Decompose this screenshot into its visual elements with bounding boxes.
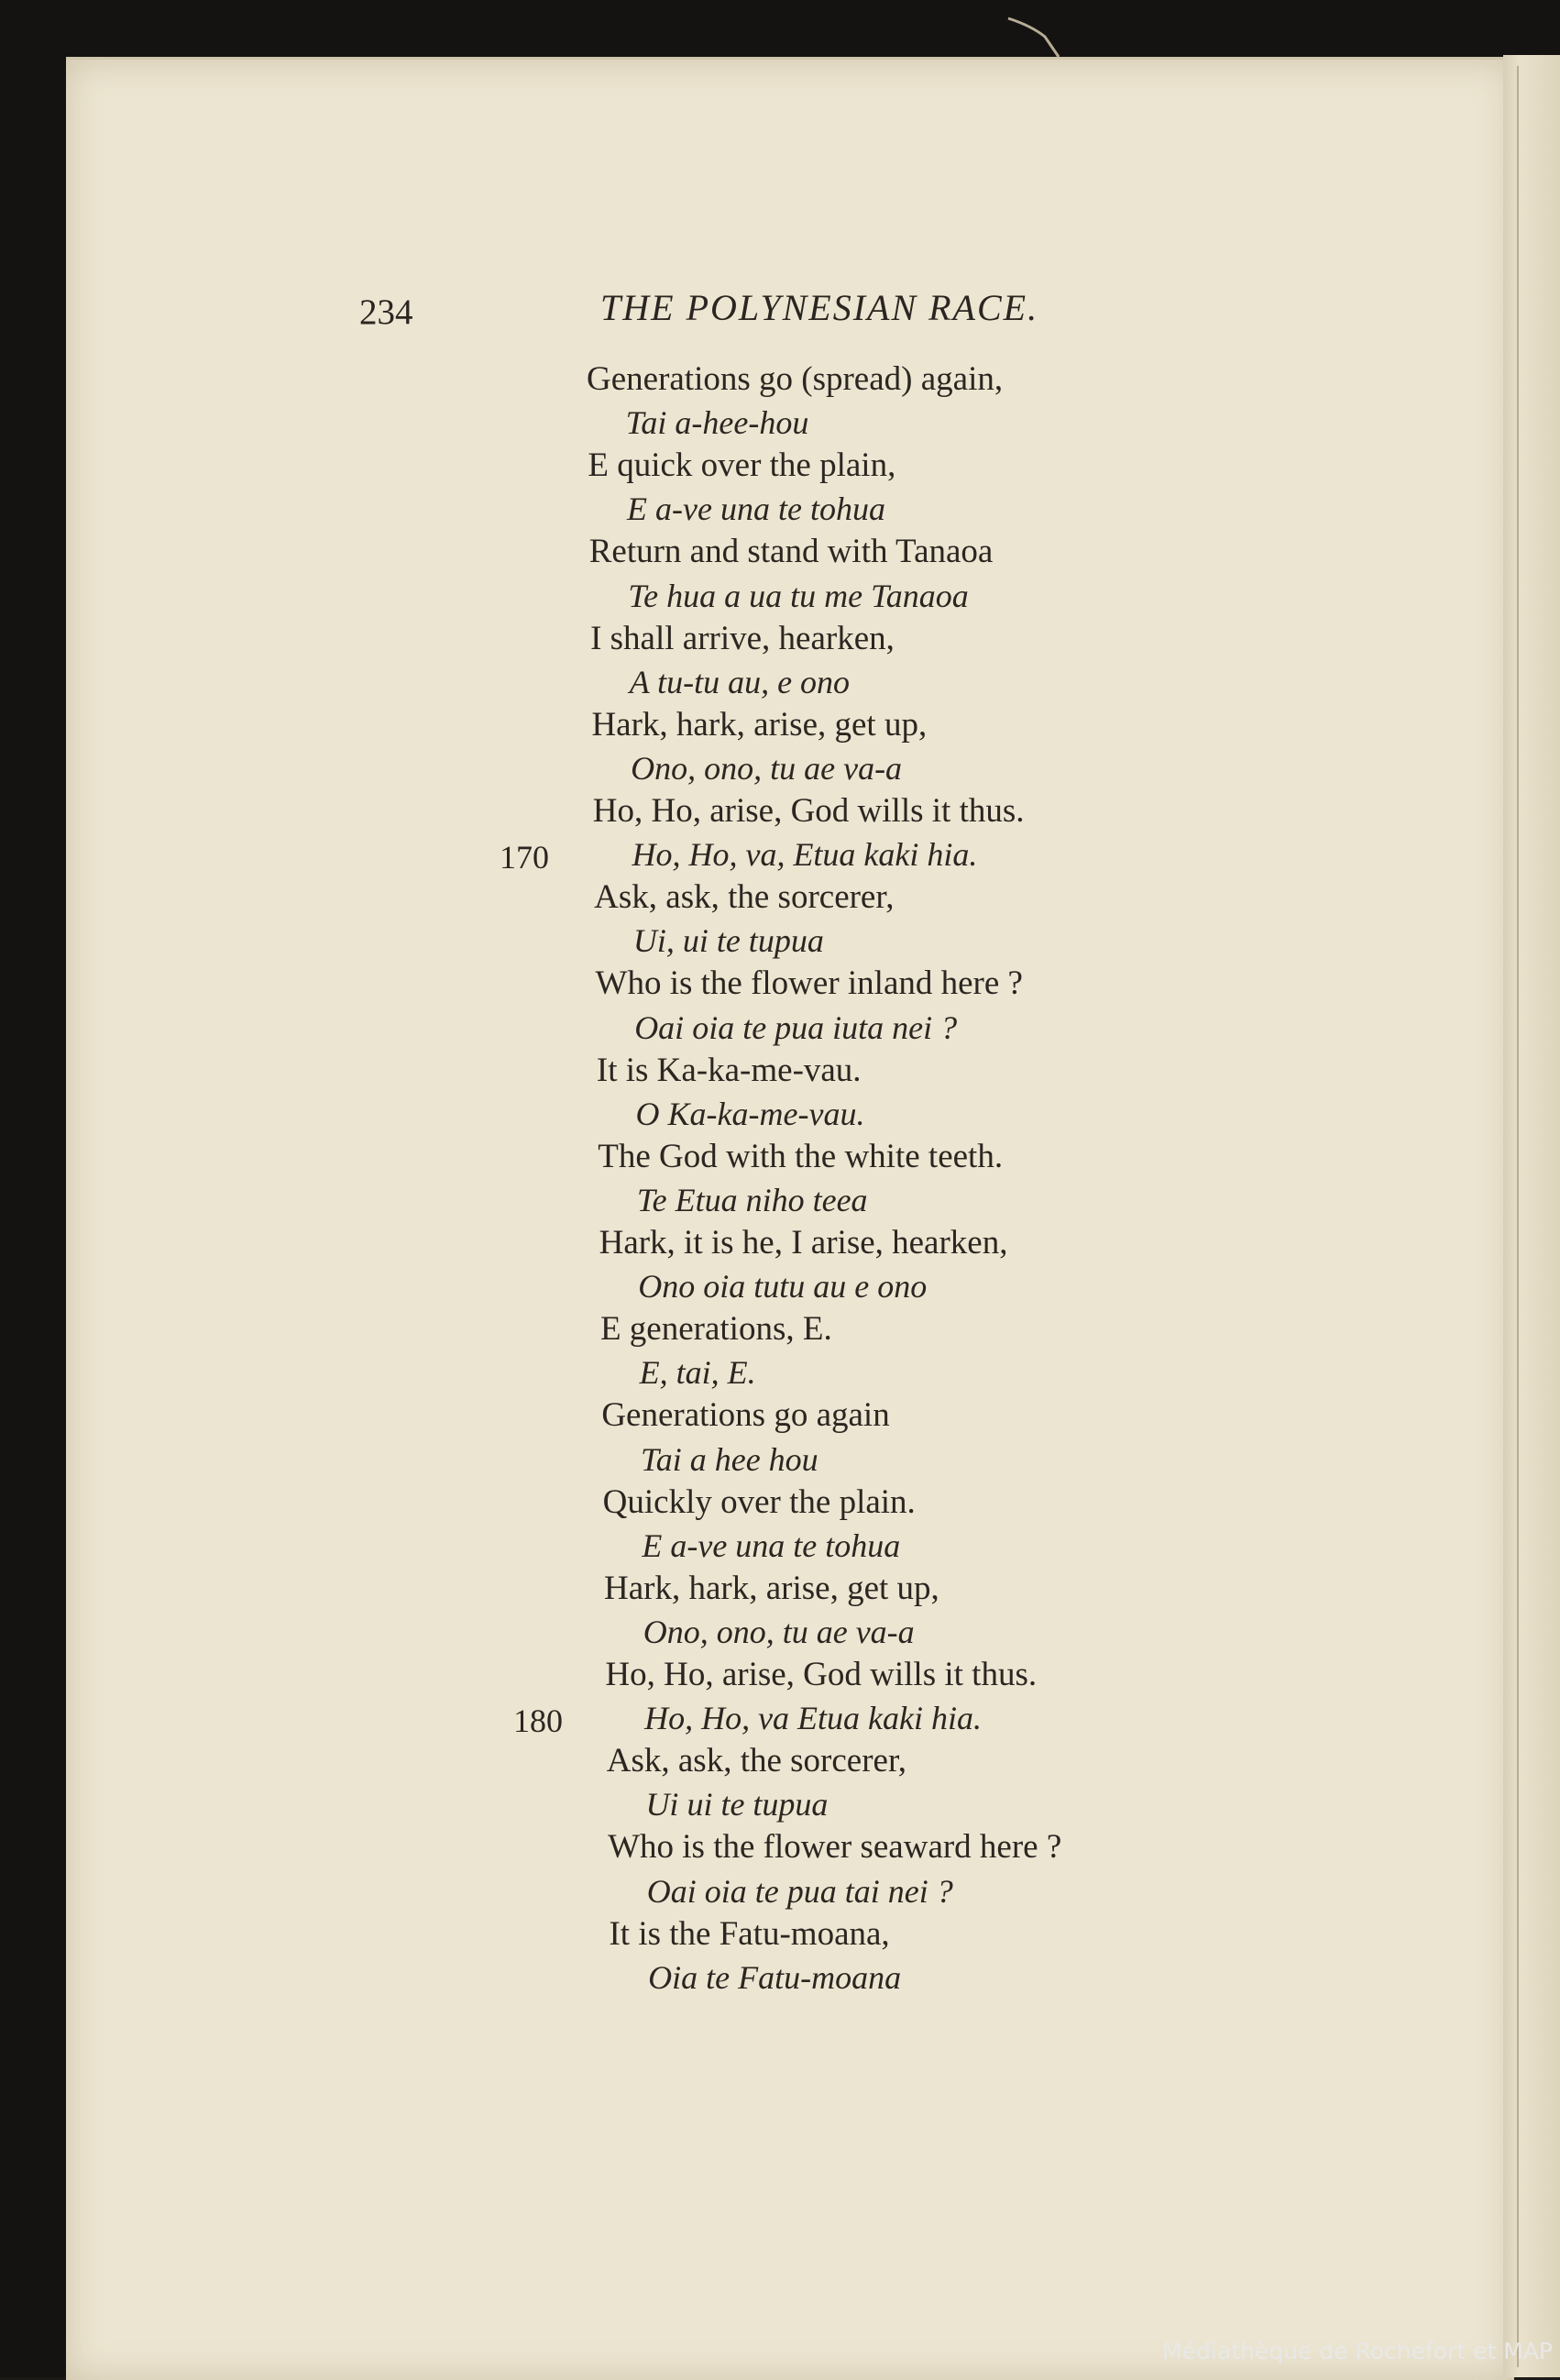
- poem-line-maori: E a-ve una te tohua: [627, 490, 885, 528]
- poem-line-english: Return and stand with Tanaoa: [588, 533, 994, 571]
- poem-line-maori: Ho, Ho, va Etua kaki hia.: [644, 1700, 983, 1737]
- poem-line-english: The God with the white teeth.: [598, 1137, 1004, 1175]
- page-fold: [1503, 55, 1560, 2377]
- poem-line-maori: Tai a hee hou: [641, 1440, 818, 1478]
- running-head: THE POLYNESIAN RACE.: [600, 287, 1039, 328]
- line-number: 180: [513, 1702, 563, 1740]
- poem-line-maori: O Ka-ka-me-vau.: [635, 1095, 865, 1132]
- poem-line-maori: Ui, ui te tupua: [632, 922, 824, 960]
- poem-line-english: Ho, Ho, arise, God wills it thus.: [605, 1656, 1038, 1693]
- page-number: 234: [359, 292, 413, 332]
- poem-line-english: Who is the flower inland here ?: [595, 964, 1023, 1003]
- line-number: 170: [500, 839, 549, 876]
- torn-paper-tab-icon: [1004, 0, 1068, 61]
- poem-line-english: Generations go (spread) again,: [587, 360, 1004, 398]
- poem-line-maori: Tai a-hee-hou: [625, 404, 809, 442]
- page-fold-edge: [1517, 66, 1519, 2367]
- credit-watermark: Médiathèque de Rochefort et MAP: [1162, 2338, 1553, 2364]
- poem-line-english: Generations go again: [601, 1396, 890, 1435]
- poem-line-maori: E, tai, E.: [639, 1354, 756, 1392]
- poem-line-maori: Te hua a ua tu me Tanaoa: [628, 577, 969, 614]
- poem-line-maori: Ono, ono, tu ae va-a: [643, 1613, 915, 1650]
- poem-line-english: It is the Fatu-moana,: [609, 1914, 890, 1953]
- poem-line-english: Ho, Ho, arise, God wills it thus.: [592, 792, 1025, 830]
- poem-line-maori: Ho, Ho, va, Etua kaki hia.: [632, 836, 978, 874]
- poem-line-english: Who is the flower seaward here ?: [608, 1828, 1062, 1867]
- poem-line-maori: Ui ui te tupua: [645, 1786, 829, 1824]
- poem-line-english: Hark, hark, arise, get up,: [591, 705, 928, 744]
- poem-line-english: It is Ka-ka-me-vau.: [596, 1051, 862, 1089]
- poem-line-english: E quick over the plain,: [588, 446, 896, 485]
- poem-line-english: Ask, ask, the sorcerer,: [606, 1742, 907, 1780]
- poem-line-maori: Oai oia te pua iuta nei ?: [634, 1008, 958, 1046]
- poem-line-english: E generations, E.: [599, 1310, 832, 1349]
- poem-line-english: Ask, ask, the sorcerer,: [594, 878, 895, 917]
- poem-line-maori: Ono, ono, tu ae va-a: [631, 749, 903, 787]
- poem-line-english: Hark, hark, arise, get up,: [604, 1569, 939, 1607]
- poem-line-maori: E a-ve una te tohua: [642, 1526, 901, 1564]
- poem-line-english: Quickly over the plain.: [602, 1482, 916, 1521]
- poem-line-maori: Oia te Fatu-moana: [648, 1958, 902, 1996]
- poem-line-english: I shall arrive, hearken,: [590, 619, 895, 657]
- poem-line-maori: Te Etua niho teea: [636, 1181, 868, 1218]
- poem-line-english: Hark, it is he, I arise, hearken,: [599, 1224, 1008, 1262]
- poem-line-maori: Oai oia te pua tai nei ?: [646, 1872, 953, 1910]
- poem-line-maori: Ono oia tutu au e ono: [638, 1268, 928, 1306]
- poem-line-maori: A tu-tu au, e ono: [629, 663, 851, 700]
